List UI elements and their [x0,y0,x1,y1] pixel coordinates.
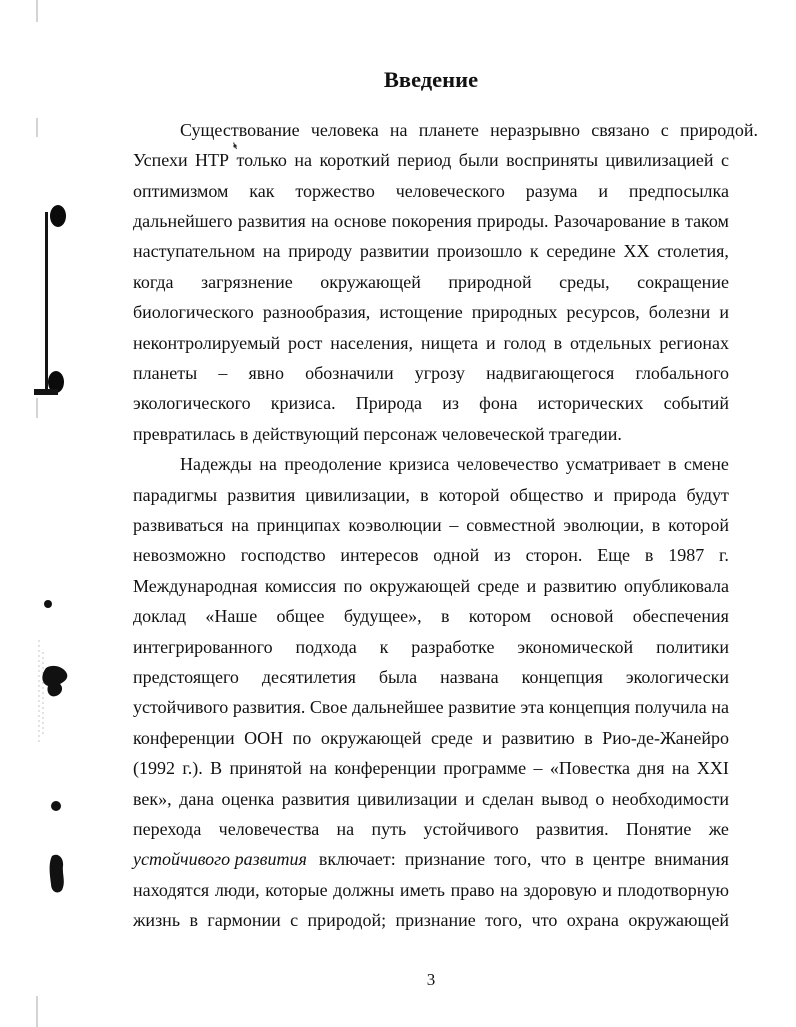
word: природных [471,302,558,323]
word: развития [227,484,296,505]
word: природой. [679,119,758,140]
word: дальнейшего [133,210,233,231]
word: Международная [133,575,258,596]
word: в [575,849,584,870]
word: отдельных [570,332,652,353]
word: неконтролируемый [133,332,281,353]
word: окружающей [369,575,471,596]
word: на [711,697,729,718]
word: подхода [295,636,357,657]
word: на [309,758,327,779]
word: как [249,180,275,201]
word: в [189,910,198,931]
word: гармонии [207,910,281,931]
word: включает: [318,849,396,870]
punch-hole-mark [50,205,66,227]
text-line [133,145,729,175]
word: Успехи [133,150,188,171]
word: устойчивого [133,697,229,718]
word: на [671,758,690,779]
word: находятся [133,879,210,900]
punch-hole-mark [48,371,64,393]
word: в [553,332,563,353]
word: обеспечения [632,606,729,627]
word: преодоление [284,454,382,475]
word: природной [448,271,532,292]
word: наступательном [133,241,256,262]
word: ресурсов, [566,302,640,323]
text-line [133,692,729,722]
word: и [719,302,729,323]
text-line [133,540,729,570]
word: Надежды [180,454,252,475]
word: – [533,758,543,779]
word: человечества [218,819,320,840]
word: принятой [229,758,302,779]
word: эта [520,697,545,718]
word: на [262,241,281,262]
text-line [133,814,729,844]
word: человеческого [395,180,505,201]
word: разработке [411,636,495,657]
text-line [133,784,729,814]
word: развитию [501,727,575,748]
word: к [529,241,539,262]
word: развитие [448,697,516,718]
word: загрязнение [200,271,293,292]
word: – [218,362,228,383]
word: эволюции, [563,514,644,535]
word: столетия, [657,241,729,262]
word: того, [494,849,532,870]
scan-smudge [42,666,67,696]
word: интересов [340,545,419,566]
text-line [133,480,729,510]
word: среде [477,575,520,596]
word: охрана [566,910,619,931]
word: конференции [133,727,235,748]
word: в [671,210,680,231]
word: что [531,910,558,931]
word: человечество [456,454,559,475]
word: природы. [477,210,549,231]
word: принципах [256,514,341,535]
word: глобального [635,362,729,383]
word: «Повестка [549,758,631,779]
word: на [336,819,355,840]
word: что [540,849,567,870]
text-line [133,206,729,236]
text-line [133,267,729,297]
word: цивилизации [357,788,458,809]
word: будут [686,484,729,505]
word: развитии [359,241,430,262]
page-title: Введение [383,67,479,92]
word: концепция [521,667,603,687]
word: сторон. [525,545,583,566]
paragraph [133,449,729,936]
text-line [133,236,729,266]
word: основой [550,606,614,627]
word: на [259,454,277,475]
word: и [598,180,608,201]
text-line [133,875,729,905]
word: только [236,150,287,171]
word: цивилизации, [305,484,410,505]
text-line [133,297,729,327]
word: вывод [541,788,588,809]
word: сделан [482,788,534,809]
word: г. [719,545,729,566]
word: предстоящего [133,667,239,687]
word: голод [503,332,546,353]
word: коэволюции [348,514,442,535]
text-line [133,328,729,358]
body-text [133,115,758,936]
word: право [450,879,495,900]
scan-edge-line [39,640,43,742]
word: болезни [648,302,711,323]
word: признание [395,910,476,931]
text-line [133,601,729,631]
word: среде [430,727,473,748]
word: период [397,150,452,171]
word: внимания [654,849,729,870]
word: окружающей [320,271,421,292]
word: же [708,819,729,840]
word: г.). [182,758,203,779]
word: должны [333,879,395,900]
word: Рио-де-Жанейро [602,727,729,748]
word: жизнь [133,910,181,931]
word: (1992 [133,758,175,779]
word: таком [684,210,729,231]
word: предпосылка [628,180,729,201]
word: на [311,210,329,231]
paragraph [133,115,758,449]
word: неразрывно [490,119,581,140]
word: путь [371,819,407,840]
word: связано [591,119,650,140]
scan-speck [51,801,61,811]
word: в [440,606,450,627]
word: развитию [543,575,617,596]
word: невозможно [133,545,226,566]
word: и [482,727,493,748]
word: из [494,545,511,566]
word: на [389,119,408,140]
word: Еще [597,545,631,566]
word: основе [334,210,387,231]
word: концепция [548,697,631,718]
word: развития [237,210,306,231]
word: господство [240,545,326,566]
punch-hole-bar [45,212,48,392]
word: в [584,727,593,748]
word: смене [683,454,729,475]
word: признание [404,849,486,870]
word: и [593,484,604,505]
word: развития. [536,819,609,840]
word: экономической [517,636,634,657]
word: планете [418,119,479,140]
word: которой [668,514,729,535]
word: к [379,636,389,657]
word: и [485,332,496,353]
word: доклад [133,606,187,627]
word: из [442,393,459,414]
word: середине [546,241,616,262]
word: Свое [309,697,348,718]
word: обозначили [305,362,394,383]
word: явно [248,362,284,383]
word: и [602,879,612,900]
text-line [133,388,729,418]
word: дана [179,788,214,809]
word: были [458,150,499,171]
word: была [378,667,418,687]
word: усматривает [565,454,661,475]
word: необходимости [611,788,729,809]
word: покорения [391,210,472,231]
word: событий [663,393,729,414]
word: общество [509,484,584,505]
text-line [133,753,729,783]
word: общее [276,606,325,627]
word: XXI [696,758,729,779]
word: перехода [133,819,202,840]
word: угрозу [414,362,465,383]
word: надвигающегося [486,362,615,383]
word: дня [637,758,665,779]
word: среды, [559,271,610,292]
text-line [133,176,729,206]
emphasized-term: устойчивого развития [133,849,307,870]
word: разума [525,180,578,201]
word: с [660,119,669,140]
word: экологического [133,393,251,414]
word: интегрированного [133,636,273,657]
word: ООН [244,727,284,748]
word: совместной [466,514,556,535]
word: регионах [659,332,729,353]
word: парадигмы [133,484,218,505]
word: человека [310,119,379,140]
word: по [292,727,312,748]
word: развития. [232,697,306,718]
text-line [133,115,758,145]
text-line-segment [319,844,729,874]
word: будущее», [343,606,422,627]
text-line [133,510,729,540]
word: того, [485,910,523,931]
text-line [133,571,729,601]
word: окружающей [320,727,422,748]
word: биологического [133,302,254,323]
word: В [210,758,223,779]
word: с [290,910,299,931]
word: фона [479,393,518,414]
word: плодотворную [617,879,729,900]
word: центре [592,849,646,870]
word: названа [440,667,499,687]
word: нищета [420,332,479,353]
word: оптимизмом [133,180,229,201]
word: одной [433,545,480,566]
word: цивилизацией [605,150,714,171]
text-line [133,358,729,388]
word: развиваться [133,514,224,535]
word: Природа [355,393,423,414]
word: восприняты [506,150,599,171]
word: век», [133,788,172,809]
word: Разочарование [553,210,666,231]
word: опубликовала [624,575,729,596]
word: природой; [307,910,387,931]
word: НТР [195,150,230,171]
page-number: 3 [426,970,436,989]
word: истощение [379,302,463,323]
word: комиссия [264,575,337,596]
word: когда [133,271,174,292]
text-line [133,905,729,935]
word: природа [613,484,677,505]
word: оценка [221,788,275,809]
word: получила [634,697,707,718]
word: десятилетия [261,667,356,687]
word: которые [265,879,328,900]
text-line [133,632,729,662]
word: дальнейшее [352,697,444,718]
word: о [595,788,605,809]
word: на [231,514,249,535]
word: Существование [180,119,300,140]
word: 1987 [668,545,705,566]
word: на [294,150,313,171]
word: и [526,575,537,596]
word: торжество [295,180,375,201]
text-line [133,723,729,753]
text-line [133,844,729,874]
word: в [651,514,661,535]
word: устойчивого [423,819,519,840]
word: развития [281,788,350,809]
word: в [667,454,677,475]
word: и [464,788,475,809]
word: котором [468,606,532,627]
word: в [644,545,654,566]
punch-hole-bar [34,389,58,395]
word: иметь [399,879,445,900]
word: короткий [319,150,390,171]
word: политики [656,636,729,657]
text-line [133,662,729,692]
word: – [449,514,459,535]
word: населения, [330,332,414,353]
word: окружающей [628,910,729,931]
word: кризиса. [270,393,336,414]
word: конференции [334,758,436,779]
word: в [420,484,429,505]
word: которой [438,484,500,505]
text-line [133,449,729,479]
word: на [500,879,518,900]
text-line: превратилась в действующий персонаж человеческой трагедии. [133,423,622,444]
word: с [720,150,729,171]
word: программе [443,758,527,779]
scan-speck [44,600,52,608]
word: разнообразия, [262,302,371,323]
word: рост [288,332,323,353]
word: сокращение [637,271,729,292]
word: природу [288,241,353,262]
word: «Наше [205,606,258,627]
word: здоровую [523,879,597,900]
word: произошло [437,241,523,262]
word: люди, [214,879,260,900]
word: кризиса [389,454,450,475]
word: Понятие [625,819,692,840]
word: по [343,575,363,596]
scan-smudge [50,855,64,893]
word: XX [623,241,650,262]
word: планеты [133,362,198,383]
word: исторических [537,393,644,414]
word: экологически [625,667,729,687]
